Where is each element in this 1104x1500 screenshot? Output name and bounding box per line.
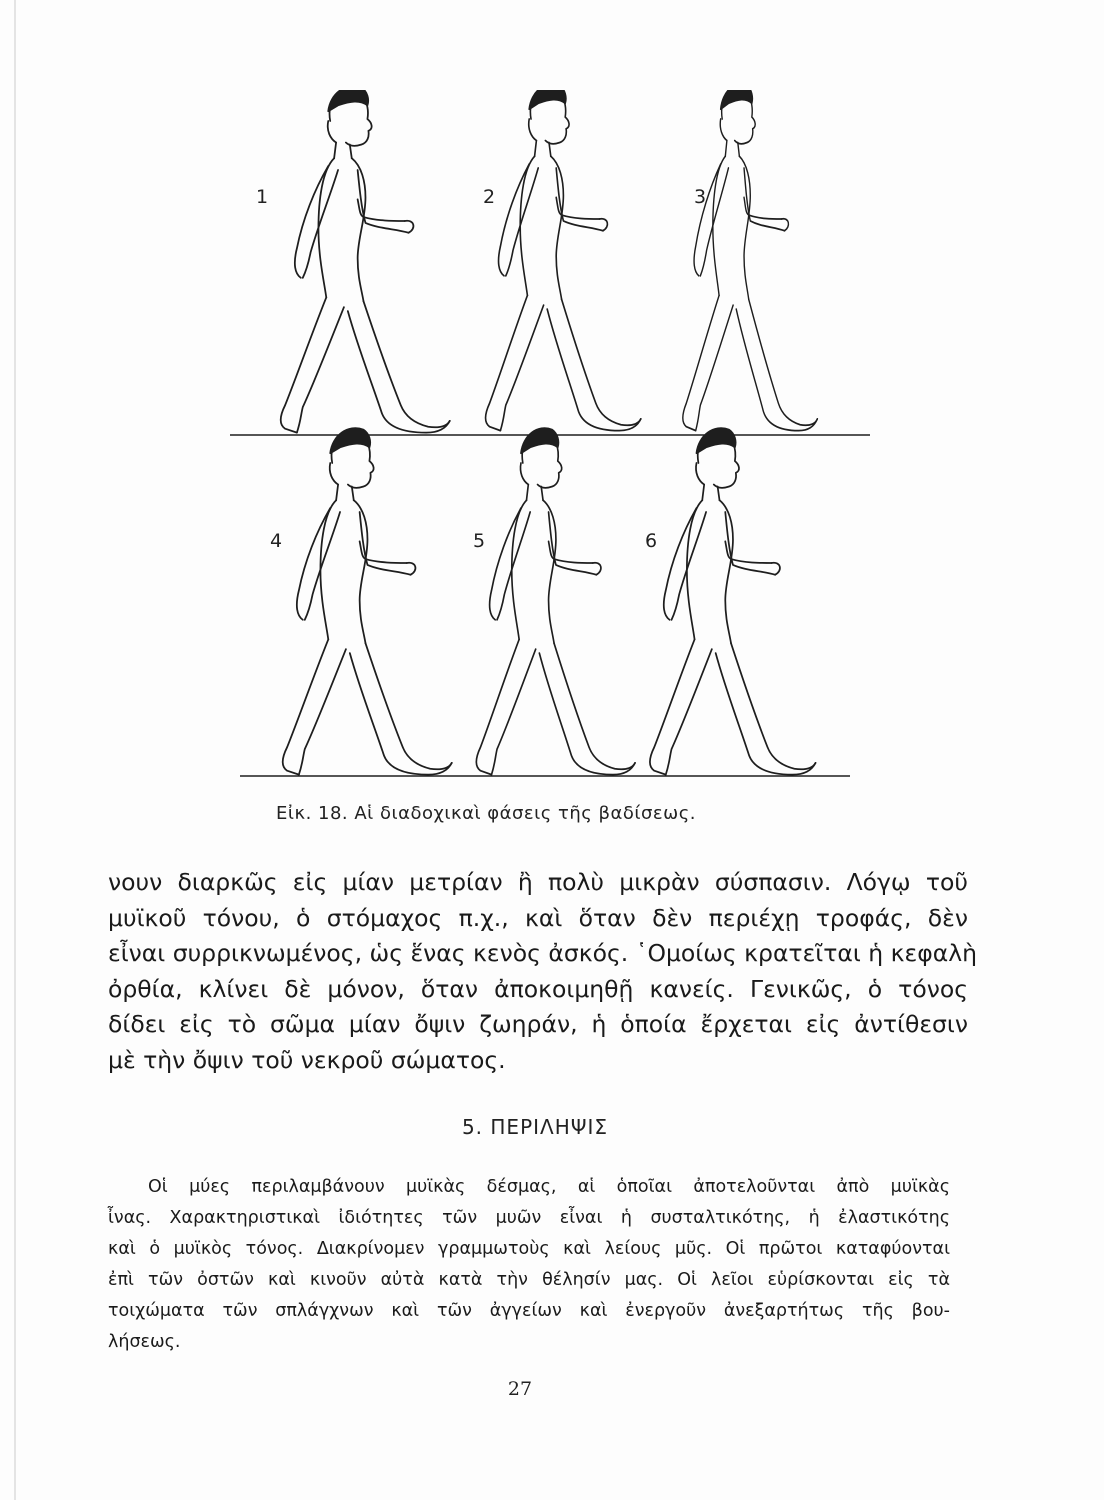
figure-label-6: 6 [645,530,658,552]
summary-line: τοιχώματα τῶν σπλάγχνων καὶ τῶν ἀγγείων καὶ ἐνεργοῦν ἀνεξαρτήτως τῆς βου- [108,1301,950,1321]
walking-figures-drawing [230,90,870,790]
figure-label-5: 5 [473,530,486,552]
page-edge [14,0,16,1500]
summary-line: ἶνας. Χαρακτηριστικαὶ ἰδιότητες τῶν μυῶν εἶναι ἡ συσταλτικότης, ἡ ἐλαστικότης [108,1208,950,1228]
paragraph-line: μὲ τὴν ὄψιν τοῦ νεκροῦ σώματος. [108,1045,506,1074]
paragraph-line: εἶναι συρρικνωμένος, ὡς ἕνας κενὸς ἀσκός. ῾Ομοίως κρατεῖται ἡ κεφαλὴ [108,939,978,967]
walker-phase-4 [283,428,452,774]
paragraph-line: νουν διαρκῶς εἰς μίαν μετρίαν ἢ πολὺ μικρὰν σύσπασιν. Λόγῳ τοῦ [108,868,968,896]
figure-label-3: 3 [694,186,707,208]
walker-phase-5 [476,428,635,774]
walking-phases-figure [230,90,870,790]
walker-phase-2 [486,90,641,431]
figure-label-1: 1 [256,186,269,208]
summary-line: καὶ ὁ μυϊκὸς τόνος. Διακρίνομεν γραμμωτοὺς καὶ λείους μῦς. Οἱ πρῶτοι καταφύονται [108,1239,950,1259]
figure-caption: Εἰκ. 18. Αἱ διαδοχικαὶ φάσεις τῆς βαδίσεως. [276,803,696,824]
figure-label-4: 4 [270,530,283,552]
summary-line: Οἱ μύες περιλαμβάνουν μυϊκὰς δέσμας, αἱ ὁποῖαι ἀποτελοῦνται ἀπὸ μυϊκὰς [148,1177,950,1197]
figure-label-2: 2 [483,186,496,208]
page-number: 27 [507,1378,533,1400]
summary-line: λήσεως. [108,1332,181,1352]
walker-phase-1 [281,90,450,433]
paragraph-line: ὀρθία, κλίνει δὲ μόνον, ὅταν ἀποκοιμηθῇ κανείς. Γενικῶς, ὁ τόνος [108,974,968,1003]
paragraph-line: μυϊκοῦ τόνου, ὁ στόμαχος π.χ., καὶ ὅταν δὲν περιέχῃ τροφάς, δὲν [108,903,968,932]
summary-paragraph [108,1172,950,1358]
paragraph-line: δίδει εἰς τὸ σῶμα μίαν ὄψιν ζωηράν, ἡ ὁποία ἔρχεται εἰς ἀντίθεσιν [108,1010,968,1038]
walker-phase-6 [650,428,816,774]
walker-phase-3 [683,90,818,431]
body-paragraph [108,865,978,1078]
summary-line: ἐπὶ τῶν ὀστῶν καὶ κινοῦν αὐτὰ κατὰ τὴν θέλησίν μας. Οἱ λεῖοι εὑρίσκονται εἰς τὰ [108,1270,950,1290]
section-heading: 5. ΠΕΡΙΛΗΨΙΣ [461,1115,609,1139]
